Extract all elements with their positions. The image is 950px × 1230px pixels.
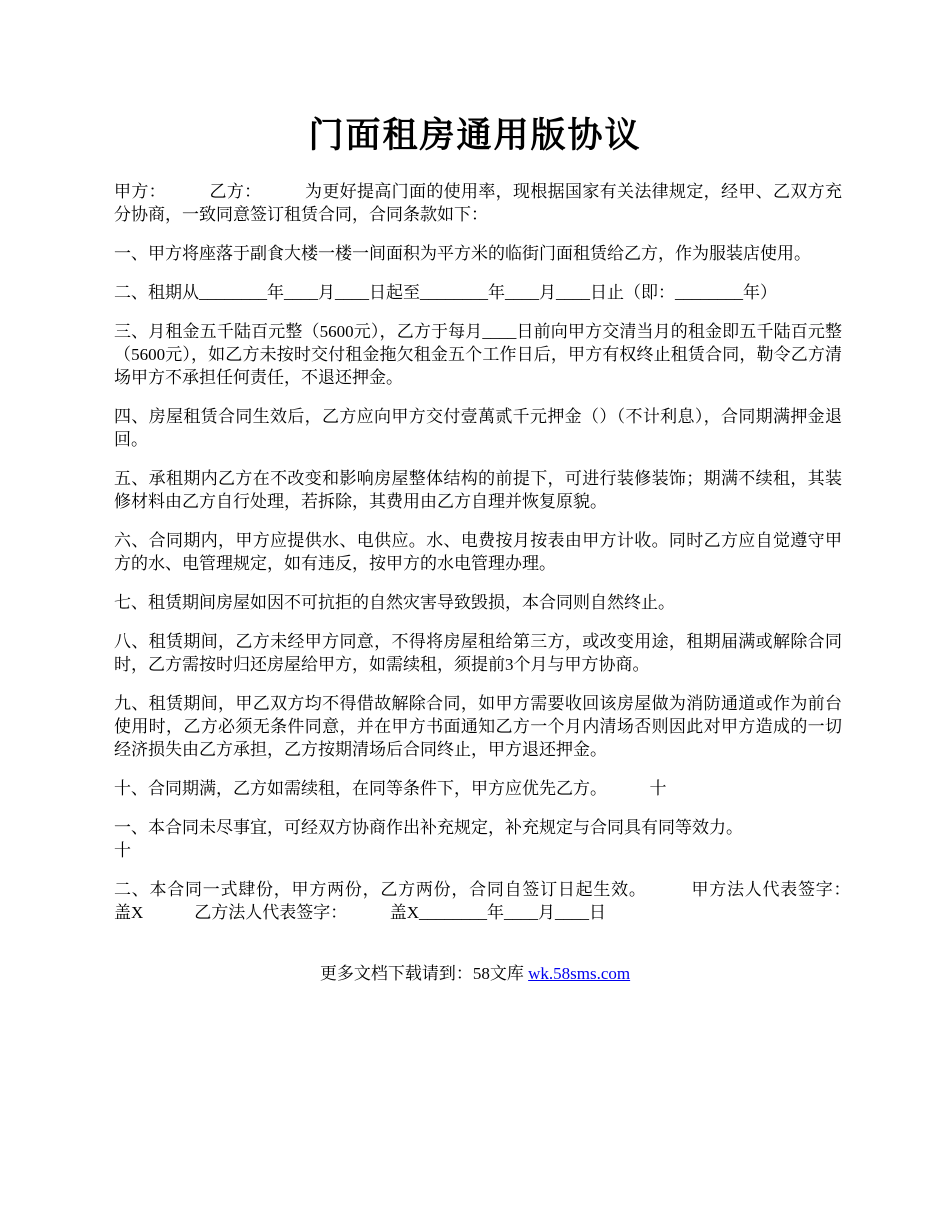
clause-5: 五、承租期内乙方在不改变和影响房屋整体结构的前提下，可进行装修装饰；期满不续租，其装修材料由乙方自行处理，若拆除，其费用由乙方自理并恢复原貌。 xyxy=(114,469,842,511)
clause-2: 二、租期从________年____月____日起至________年____月____日止（即：________年） xyxy=(114,283,777,302)
clause-8: 八、租赁期间，乙方未经甲方同意，不得将房屋租给第三方，或改变用途，租期届满或解除合同时，乙方需按时归还房屋给甲方，如需续租，须提前3个月与甲方协商。 xyxy=(114,632,842,674)
clause-4: 四、房屋租赁合同生效后，乙方应向甲方交付壹萬贰千元押金（）（不计利息），合同期满押金退回。 xyxy=(114,407,842,449)
footer-link[interactable]: wk.58sms.com xyxy=(528,964,631,983)
document-body xyxy=(114,180,893,940)
clause-9: 九、租赁期间，甲乙双方均不得借故解除合同，如甲方需要收回该房屋做为消防通道或作为前台使用时，乙方必须无条件同意，并在甲方书面通知乙方一个月内清场否则因此对甲方造成的一切经济损失由乙方承担，乙方按期清场后合同终止，甲方退还押金。 xyxy=(114,694,842,759)
paragraph-intro: 甲方： 乙方： 为更好提高门面的使用率，现根据国家有关法律规定，经甲、乙双方充分协商，一致同意签订租赁合同，合同条款如下： xyxy=(114,182,842,224)
clause-1: 一、甲方将座落于副食大楼一楼一间面积为平方米的临街门面租赁给乙方，作为服装店使用。 xyxy=(114,244,811,263)
clause-6: 六、合同期内，甲方应提供水、电供应。水、电费按月按表由甲方计收。同时乙方应自觉遵守甲方的水、电管理规定，如有违反，按甲方的水电管理办理。 xyxy=(114,531,842,573)
clause-12-signature: 二、本合同一式肆份，甲方两份，乙方两份，合同自签订日起生效。 甲方法人代表签字： 盖X 乙方法人代表签字： 盖X________年____月____日 xyxy=(114,880,893,922)
clause-11: 一、本合同未尽事宜，可经双方协商作出补充规定，补充规定与合同具有同等效力。 十 xyxy=(114,818,743,860)
footer-text: 更多文档下载请到：58文库 xyxy=(319,964,529,983)
document-title: 门面租房通用版协议 xyxy=(308,116,642,155)
clause-10: 十、合同期满，乙方如需续租，在同等条件下，甲方应优先乙方。 十 xyxy=(114,779,667,798)
footer xyxy=(0,962,950,985)
clause-3: 三、月租金五千陆百元整（5600元），乙方于每月____日前向甲方交清当月的租金即五千陆百元整（5600元），如乙方未按时交付租金拖欠租金五个工作日后，甲方有权终止租赁合同，勒令乙方清场甲方不承担任何责任，不退还押金。 xyxy=(114,322,842,387)
clause-7: 七、租赁期间房屋如因不可抗拒的自然灾害导致毁损，本合同则自然终止。 xyxy=(114,593,675,612)
